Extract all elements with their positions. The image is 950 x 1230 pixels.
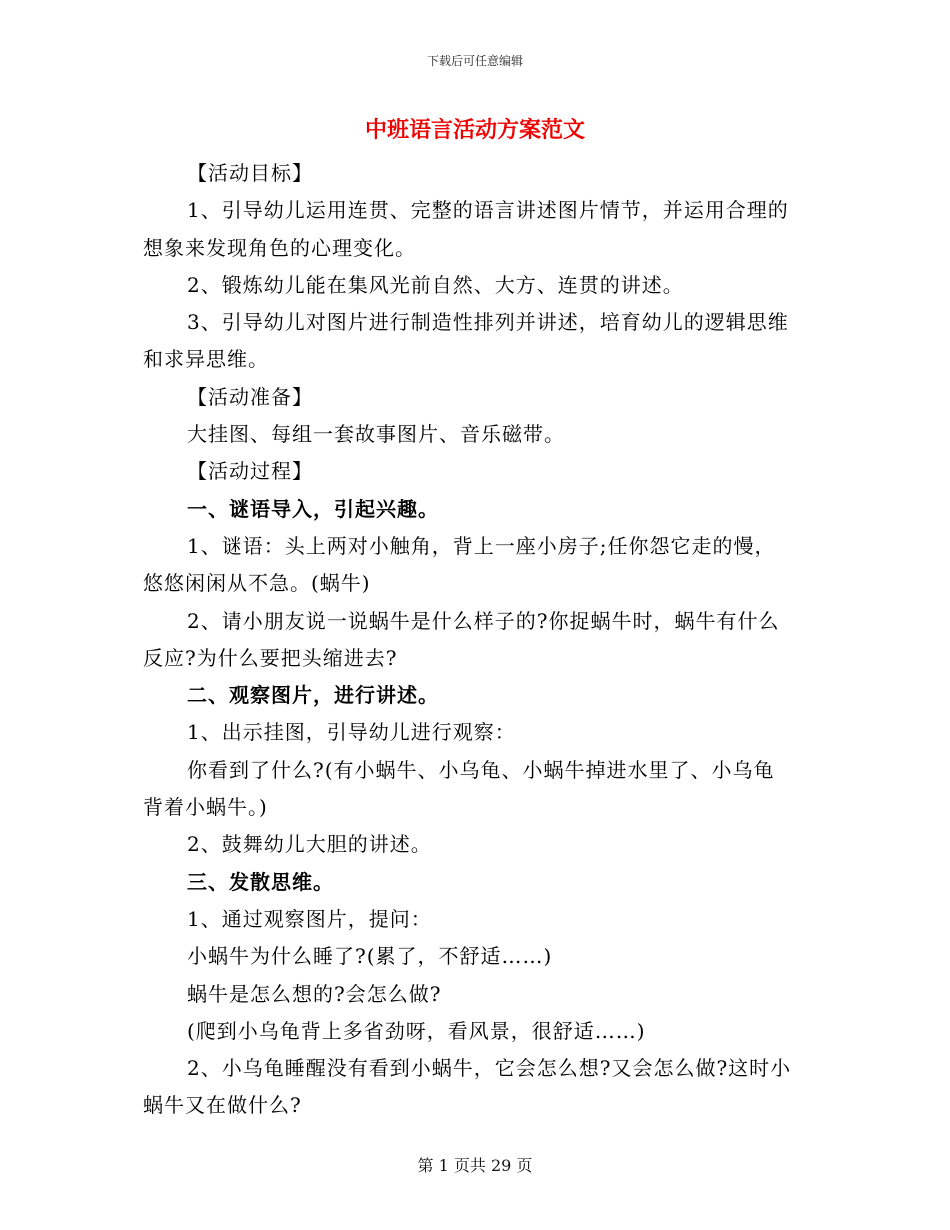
body-line: 【活动准备】	[187, 384, 313, 409]
document-body	[143, 155, 808, 1125]
body-line: 你看到了什么?(有小蜗牛、小乌龟、小蜗牛掉进水里了、小乌龟	[187, 757, 775, 782]
body-line: 1、出示挂图，引导幼儿进行观察：	[187, 720, 516, 745]
body-line: 蜗牛是怎么想的?会怎么做?	[187, 981, 442, 1006]
body-line: 背着小蜗牛。)	[143, 795, 268, 820]
section-heading: 三、发散思维。	[187, 869, 334, 894]
body-line: 【活动目标】	[187, 161, 313, 185]
body-line: 大挂图、每组一套故事图片、音乐磁带。	[187, 422, 565, 447]
body-line: 1、引导幼儿运用连贯、完整的语言讲述图片情节，并运用合理的	[187, 198, 789, 223]
body-line: 1、谜语：头上两对小触角，背上一座小房子;任你怨它走的慢，	[187, 533, 776, 558]
body-line: 【活动过程】	[187, 459, 313, 484]
body-line: 和求异思维。	[143, 347, 269, 372]
page-header-note: 下载后可任意编辑	[426, 54, 523, 68]
body-line: 反应?为什么要把头缩进去?	[143, 645, 398, 670]
document-title: 中班语言活动方案范文	[364, 117, 585, 143]
body-line: 小蜗牛为什么睡了?(累了，不舒适……)	[187, 944, 553, 969]
section-heading: 二、观察图片，进行讲述。	[187, 683, 439, 708]
body-line: (爬到小乌龟背上多省劲呀，看风景，很舒适……)	[187, 1018, 646, 1043]
body-line: 2、锻炼幼儿能在集风光前自然、大方、连贯的讲述。	[187, 272, 684, 297]
body-line: 1、通过观察图片，提问：	[187, 906, 432, 931]
body-line: 2、鼓舞幼儿大胆的讲述。	[187, 832, 432, 857]
body-line: 悠悠闲闲从不急。(蜗牛)	[143, 571, 371, 596]
body-line: 3、引导幼儿对图片进行制造性排列并讲述，培育幼儿的逻辑思维	[187, 310, 789, 335]
section-heading: 一、谜语导入，引起兴趣。	[187, 496, 439, 521]
page-number: 第 1 页共 29 页	[417, 1156, 533, 1175]
body-line: 2、小乌龟睡醒没有看到小蜗牛，它会怎么想?又会怎么做?这时小	[187, 1056, 792, 1081]
body-line: 2、请小朋友说一说蜗牛是什么样子的?你捉蜗牛时，蜗牛有什么	[187, 608, 780, 633]
body-line: 蜗牛又在做什么?	[143, 1093, 302, 1118]
body-line: 想象来发现角色的心理变化。	[143, 235, 416, 260]
